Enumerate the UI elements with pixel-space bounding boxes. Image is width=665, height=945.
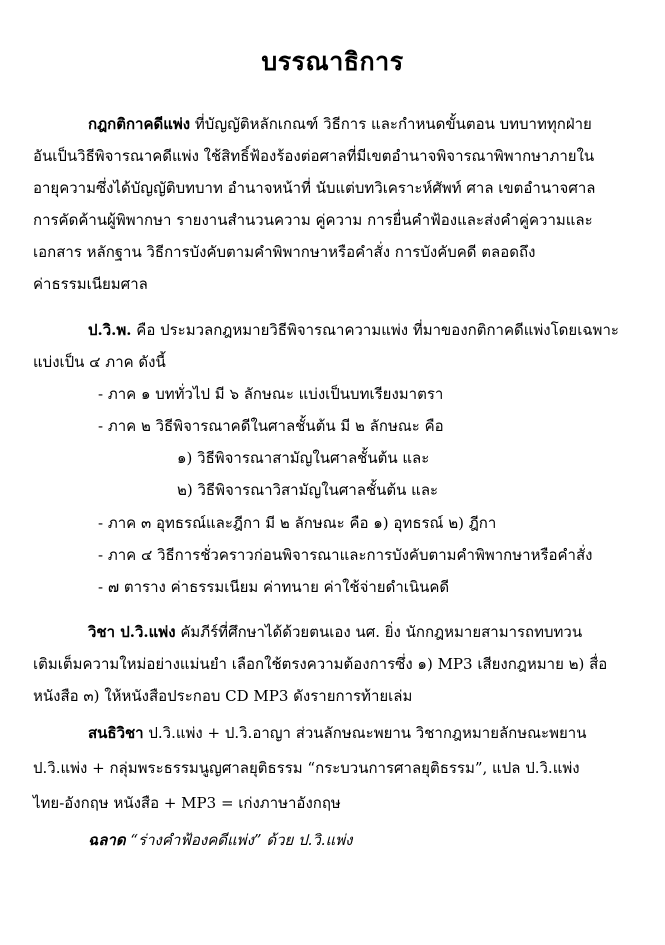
p1-text-1: ที่บัญญัติหลักเกณฑ์ วิธีการ และกำหนดขั้นตอน บทบาททุกฝ่าย [194, 115, 592, 133]
p2-line-2: แบ่งเป็น ๔ ภาค ดังนี้ [33, 353, 166, 371]
p1-line-1 [88, 112, 592, 136]
list-item-1: - ภาค ๑ บททั่วไป มี ๖ ลักษณะ แบ่งเป็นบทเรียงมาตรา [98, 385, 444, 403]
p5-quote: “ร่างคำฟ้องคดีแพ่ง” [130, 831, 262, 849]
p5-lead: ฉลาด [88, 831, 126, 849]
p1-line-5: เอกสาร หลักฐาน วิธีการบังคับตามคำพิพากษาหรือคำสั่ง การบังคับคดี ตลอดถึง [33, 243, 536, 261]
p4-text-1: ป.วิ.แพ่ง + ป.วิ.อาญา ส่วนลักษณะพยาน วิชากฎหมายลักษณะพยาน [148, 724, 587, 742]
list-item-5: - ๗ ตาราง ค่าธรรมเนียม ค่าทนาย ค่าใช้จ่ายดำเนินคดี [98, 578, 450, 596]
p4-lead: สนธิวิชา [88, 724, 144, 742]
p2-lead: ป.วิ.พ. [88, 321, 132, 339]
p3-text-1: คัมภีร์ที่ศึกษาได้ด้วยตนเอง นศ. ยิ่ง นักกฎหมายสามารถทบทวน [180, 623, 583, 641]
p3-lead: วิชา ป.วิ.แพ่ง [88, 623, 176, 641]
p5-line-1 [88, 828, 352, 852]
list-subitem-1: ๑) วิธีพิจารณาสามัญในศาลชั้นต้น และ [177, 449, 430, 467]
list-item-2: - ภาค ๒ วิธีพิจารณาคดีในศาลชั้นต้น มี ๒ ลักษณะ คือ [98, 417, 444, 435]
p1-line-3: อายุความซึ่งได้บัญญัติบทบาท อำนาจหน้าที่ นับแต่บทวิเคราะห์ศัพท์ ศาล เขตอำนาจศาล [33, 179, 596, 197]
p4-line-2: ป.วิ.แพ่ง + กลุ่มพระธรรมนูญศาลยุติธรรม “กระบวนการศาลยุติธรรม”, แปล ป.วิ.แพ่ง [33, 759, 580, 777]
p1-line-2: อันเป็นวิธีพิจารณาคดีแพ่ง ใช้สิทธิ์ฟ้องร้องต่อศาลที่มีเขตอำนาจพิจารณาพิพากษาภายใน [33, 147, 595, 165]
p3-line-1 [88, 620, 582, 644]
p4-line-3: ไทย-อังกฤษ หนังสือ + MP3 = เก่งภาษาอังกฤษ [33, 794, 341, 812]
p1-lead: กฎกติกาคดีแพ่ง [88, 115, 191, 133]
list-subitem-2: ๒) วิธีพิจารณาวิสามัญในศาลชั้นต้น และ [177, 481, 439, 499]
list-item-4: - ภาค ๔ วิธีการชั่วคราวก่อนพิจารณาและการบังคับตามคำพิพากษาหรือคำสั่ง [98, 546, 593, 564]
p4-line-1 [88, 721, 586, 745]
p5-tail: ด้วย ป.วิ.แพ่ง [266, 831, 353, 849]
page-title: บรรณาธิการ [261, 47, 404, 76]
p3-line-3: หนังสือ ๓) ให้หนังสือประกอบ CD MP3 ดังรายการท้ายเล่ม [33, 687, 413, 705]
p1-line-6: ค่าธรรมเนียมศาล [33, 275, 148, 293]
p2-text-1: คือ ประมวลกฎหมายวิธีพิจารณาความแพ่ง ที่มาของกติกาคดีแพ่งโดยเฉพาะ [136, 321, 619, 339]
list-item-3: - ภาค ๓ อุทธรณ์และฎีกา มี ๒ ลักษณะ คือ ๑) อุทธรณ์ ๒) ฎีกา [98, 514, 497, 532]
p1-line-4: การคัดค้านผู้พิพากษา รายงานสำนวนความ คู่ความ การยื่นคำฟ้องและส่งคำคู่ความและ [33, 211, 593, 229]
p3-line-2: เติมเต็มความใหม่อย่างแม่นยำ เลือกใช้ตรงความต้องการซึ่ง ๑) MP3 เสียงกฎหมาย ๒) สื่อ [33, 655, 608, 673]
p2-line-1 [88, 318, 619, 342]
